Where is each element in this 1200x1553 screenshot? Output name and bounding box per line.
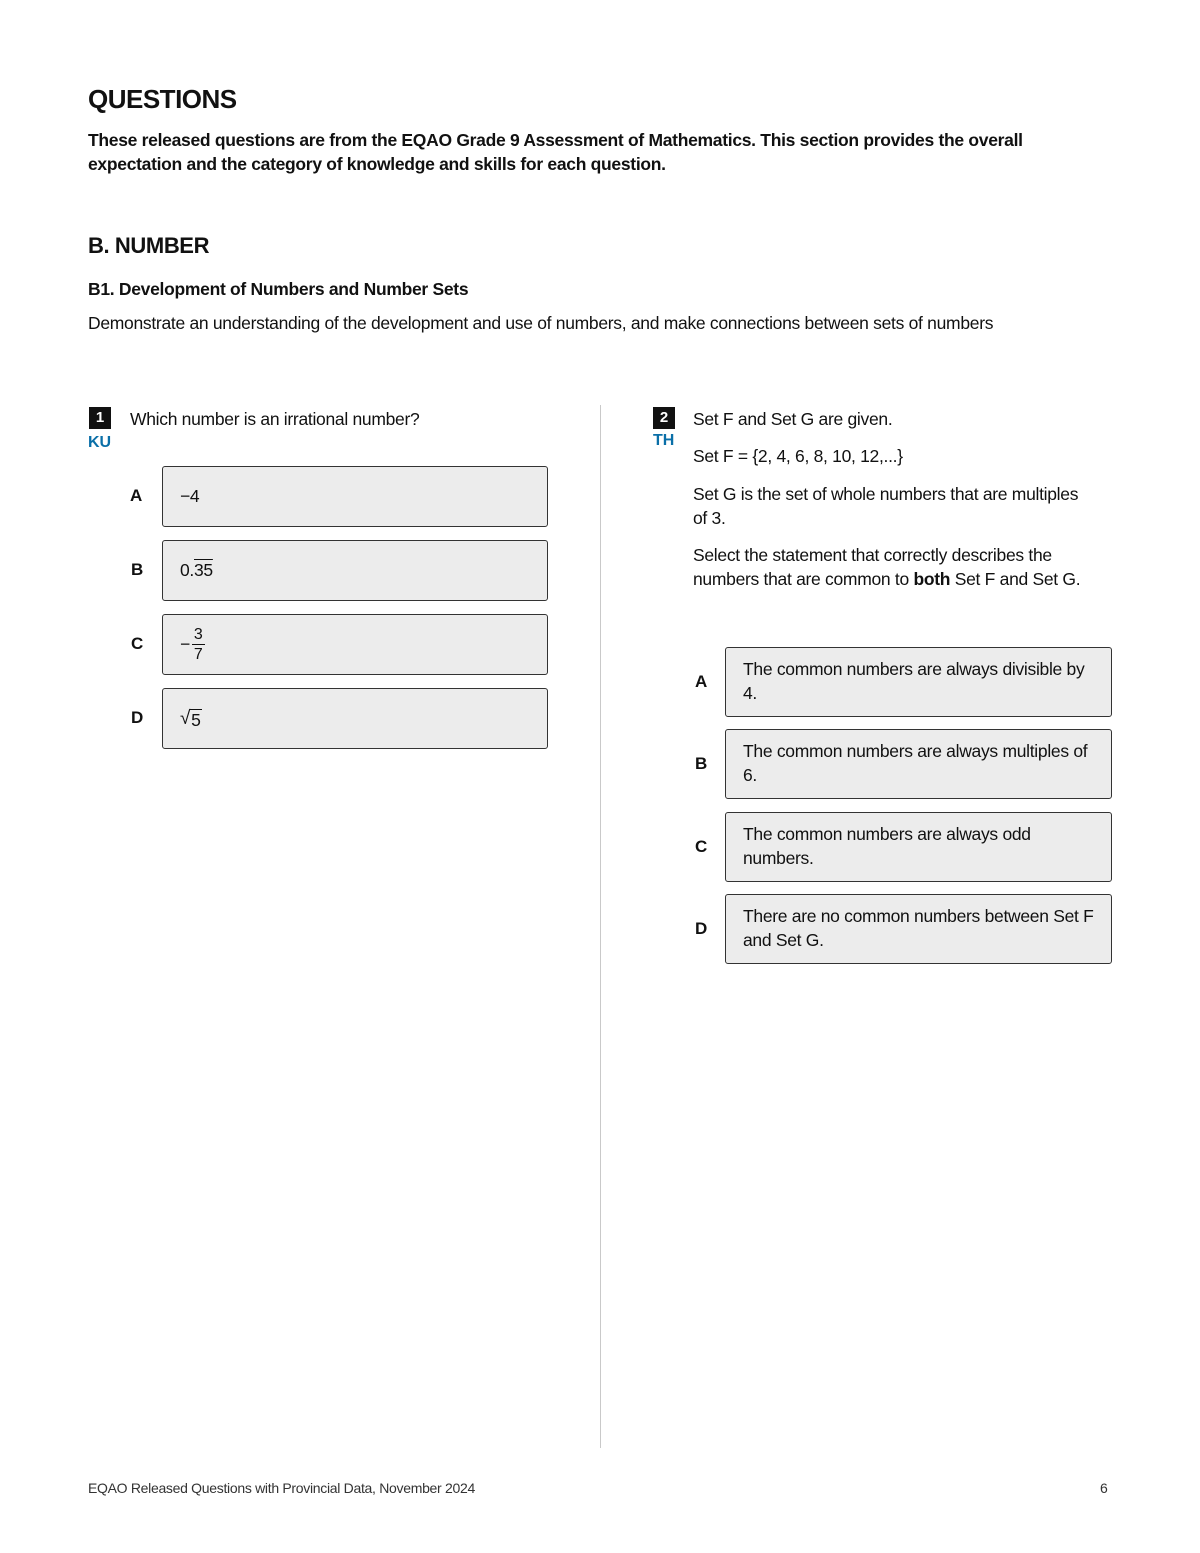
option-text: There are no common numbers between Set F and Set G.: [743, 906, 1094, 950]
section-title: B. NUMBER: [88, 233, 210, 258]
option-a-choice[interactable]: [162, 466, 548, 527]
set-f-definition: Set F = {2, 4, 6, 8, 10, 12,...}: [693, 446, 903, 466]
question-instruction: [693, 543, 1093, 591]
square-root: [180, 708, 202, 730]
option-text: −4: [180, 486, 200, 506]
radicand: 5: [191, 709, 201, 730]
option-letter: B: [131, 560, 144, 579]
question-prompt: Which number is an irrational number?: [130, 409, 420, 429]
question-number-badge: 2: [653, 407, 675, 429]
option-text: The common numbers are always multiples of 6.: [743, 741, 1088, 785]
fraction: [192, 625, 205, 664]
instruction-emphasis: both: [913, 569, 951, 589]
category-label: TH: [653, 432, 675, 449]
option-a-choice[interactable]: [725, 647, 1112, 717]
option-letter: D: [131, 708, 144, 727]
fraction-sign: −: [180, 634, 190, 654]
option-letter: A: [130, 486, 143, 505]
option-letter: A: [695, 672, 708, 691]
repeating-digits: 35: [194, 560, 213, 580]
fraction-numerator: 3: [193, 626, 203, 643]
instruction-text: Set F and Set G.: [954, 569, 1081, 589]
page-title: QUESTIONS: [88, 84, 237, 114]
option-letter: C: [131, 634, 144, 653]
instruction-text: Select the statement that correctly describes the numbers that are common to: [693, 545, 1052, 589]
intro-paragraph: These released questions are from the EQAO Grade 9 Assessment of Mathematics. This section provides the overall expectation and the category of knowledge and skills for each question.: [88, 130, 1023, 174]
strand-title: B1. Development of Numbers and Number Sets: [88, 279, 469, 299]
set-g-definition: Set G is the set of whole numbers that are multiples of 3.: [693, 484, 1079, 528]
radical-sign-icon: √: [180, 707, 191, 729]
option-text: The common numbers are always divisible by 4.: [743, 659, 1085, 703]
option-d-choice[interactable]: [725, 894, 1112, 964]
option-b-choice[interactable]: [725, 729, 1112, 799]
question-number-badge: 1: [89, 407, 111, 429]
overall-expectation: Demonstrate an understanding of the development and use of numbers, and make connections between sets of numbers: [88, 313, 994, 333]
option-letter: B: [695, 754, 708, 773]
option-c-choice[interactable]: [725, 812, 1112, 882]
category-label: KU: [88, 434, 112, 451]
option-b-choice[interactable]: [162, 540, 548, 601]
option-d-choice[interactable]: [162, 688, 548, 749]
option-c-choice[interactable]: [162, 614, 548, 675]
option-letter: C: [695, 837, 708, 856]
decimal-prefix: 0.: [180, 560, 194, 580]
column-divider: [600, 405, 601, 1448]
fraction-denominator: 7: [193, 646, 203, 663]
option-text: The common numbers are always odd numbers.: [743, 824, 1031, 868]
option-letter: D: [695, 919, 708, 938]
page-number: 6: [1100, 1480, 1108, 1496]
question-prompt: Set F and Set G are given.: [693, 409, 893, 429]
footer-source: EQAO Released Questions with Provincial Data, November 2024: [88, 1480, 475, 1496]
